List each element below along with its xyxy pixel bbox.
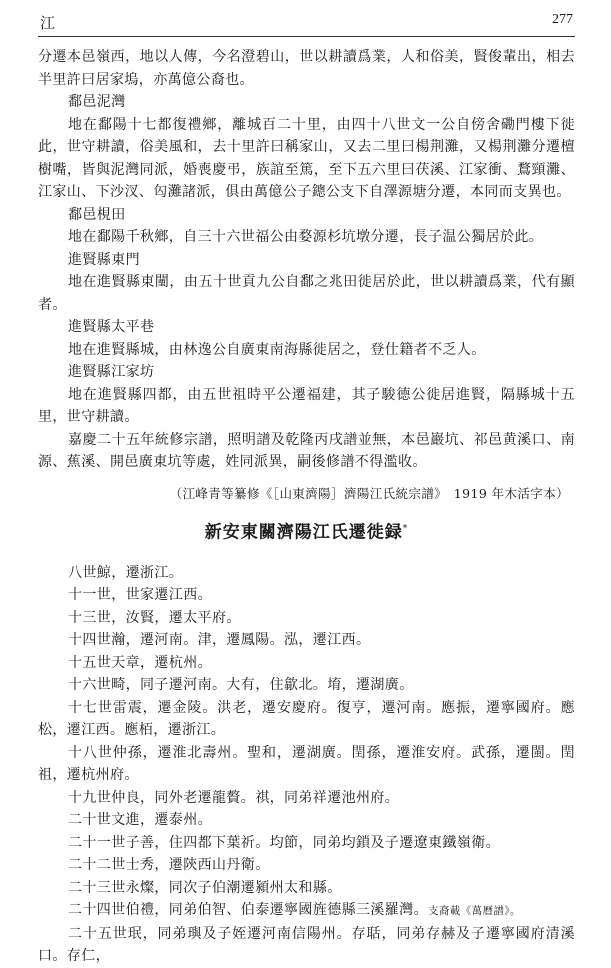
migration-entry [38, 832, 575, 855]
migration-entry-text: 十七世雷震，遷金陵。洪老，遷安慶府。復亨，遷河南。應振，遷寧國府。應松，遷江西。應栢，遷浙江。 [38, 699, 575, 739]
place-heading: 鄱邑梘田 [68, 206, 126, 223]
migration-entry [38, 697, 575, 742]
migration-entry-text: 八世鯨，遷浙江。 [68, 564, 184, 581]
migration-entry [38, 742, 575, 787]
migration-entry [38, 652, 575, 675]
place-heading: 鄱邑泥灣 [68, 94, 126, 110]
migration-entry [38, 787, 575, 810]
paragraph: 地在鄱陽十七都復禮鄉，離城百二十里，由四十八世文一公自傍舍磡門樓下徙此，世守耕讀，俗美風和，去十里許曰稱家山，又去二里曰楊荆灘，又楊荆灘分遷檀樹嘴，皆與泥灣同派，婚喪慶弔，族誼至篤，至下五六里曰茯溪、江家衝、鶩頸灘、江家山、下沙汊、匃灘諸派，俱由萬億公子鏓公支下自澤源塘分遷，本同而支異也。 [38, 116, 575, 200]
migration-entry [38, 607, 575, 630]
paragraph: 地在進賢縣城，由林逸公自廣東南海縣徙居之，登仕籍者不乏人。 [68, 341, 486, 358]
migration-entry [38, 899, 575, 923]
migration-entry-text: 十九世仲良，同外老遷龍贅。祺，同弟祥遷池州府。 [68, 789, 400, 806]
migration-entry-text: 十四世瀚，遷河南。津，遷鳳陽。泓，遷江西。 [68, 632, 371, 649]
migration-entry [38, 562, 575, 585]
title-footnote-mark: * [402, 523, 409, 534]
section-a [38, 46, 575, 474]
migration-entry [38, 854, 575, 877]
migration-entry [38, 809, 575, 832]
page-number: 277 [552, 12, 573, 27]
section-title-text: 新安東關濟陽江氏遷徙録 [204, 522, 403, 543]
source-note: （江峰青等纂修《［山東濟陽］濟陽江氏統宗譜》 1919 年木活字本） [169, 485, 569, 501]
migration-entry-text: 十三世，汝賢，遷太平府。 [68, 609, 241, 626]
migration-entry-text: 十六世畸，同子遷河南。大有，住歙北。堉，遷湖廣。 [68, 677, 414, 694]
migration-entry-note: 支裔載《萬曆譜》。 [428, 905, 521, 918]
migration-entry [38, 877, 575, 900]
migration-entry-text: 二十世文進，遷泰州。 [68, 812, 212, 829]
page-header [38, 10, 575, 37]
section-title [38, 518, 575, 544]
migration-entry-text: 二十二世士秀，遷陝西山丹衛。 [68, 857, 270, 874]
paragraph: 嘉慶二十五年統修宗譜，照明譜及乾隆丙戌譜並無，本邑巖坑、祁邑黄溪口、南源、蕉溪、開邑廣東坑等處，姓同派異，嗣後修譜不得濫收。 [38, 431, 575, 470]
migration-entry [38, 674, 575, 697]
paragraph: 分遷本邑嶺西，地以人傳，今名澄碧山，世以耕讀爲業，人和俗美，賢俊輩出，相去半里許曰居家塢，亦萬億公裔也。 [38, 49, 575, 88]
migration-entry [38, 629, 575, 652]
header-section-title: 江 [40, 14, 56, 32]
paragraph: 地在鄱陽千秋鄉，自三十六世福公由婺源杉坑墩分遷，長子温公獨居於此。 [68, 229, 544, 245]
migration-entry [38, 923, 575, 968]
paragraph: 地在進賢縣東闉，由五十世貢九公自鄱之兆田徙居於此，世以耕讀爲業，代有顯者。 [38, 274, 575, 313]
migration-entry-text: 十八世仲孫，遷淮北壽州。聖和，遷湖廣。閏孫，遷淮安府。武孫，遷閩。閏祖，遷杭州府。 [38, 744, 575, 784]
page-content [38, 46, 575, 968]
migration-entry-text: 十一世，世家遷江西。 [68, 587, 212, 604]
migration-entry [38, 584, 575, 607]
section-b [38, 562, 575, 968]
migration-entry-text: 二十五世珉，同弟璵及子姪遷河南信陽州。存聒，同弟存赫及子遷寧國府清溪口。存仁， [38, 925, 575, 965]
place-heading: 進賢縣江家坊 [68, 364, 155, 380]
migration-entry-text: 十五世天章，遷杭州。 [68, 654, 212, 671]
migration-entry-text: 二十三世永燦，同次子伯潮遷潁州太和縣。 [68, 879, 342, 896]
paragraph: 地在進賢縣四都，由五世祖時平公遷福建，其子駿德公徙居進賢，隔縣城十五里，世守耕讀。 [38, 386, 575, 425]
place-heading: 進賢縣東門 [68, 251, 140, 268]
migration-entry-text: 二十四世伯禮，同弟伯智、伯泰遷寧國旌德縣三溪羅灣。 [68, 902, 428, 919]
place-heading: 進賢縣太平巷 [68, 319, 155, 335]
migration-entry-text: 二十一世子善，住四都下葉祈。均節，同弟均鎖及子遷遼東鐵嶺衛。 [68, 834, 500, 851]
